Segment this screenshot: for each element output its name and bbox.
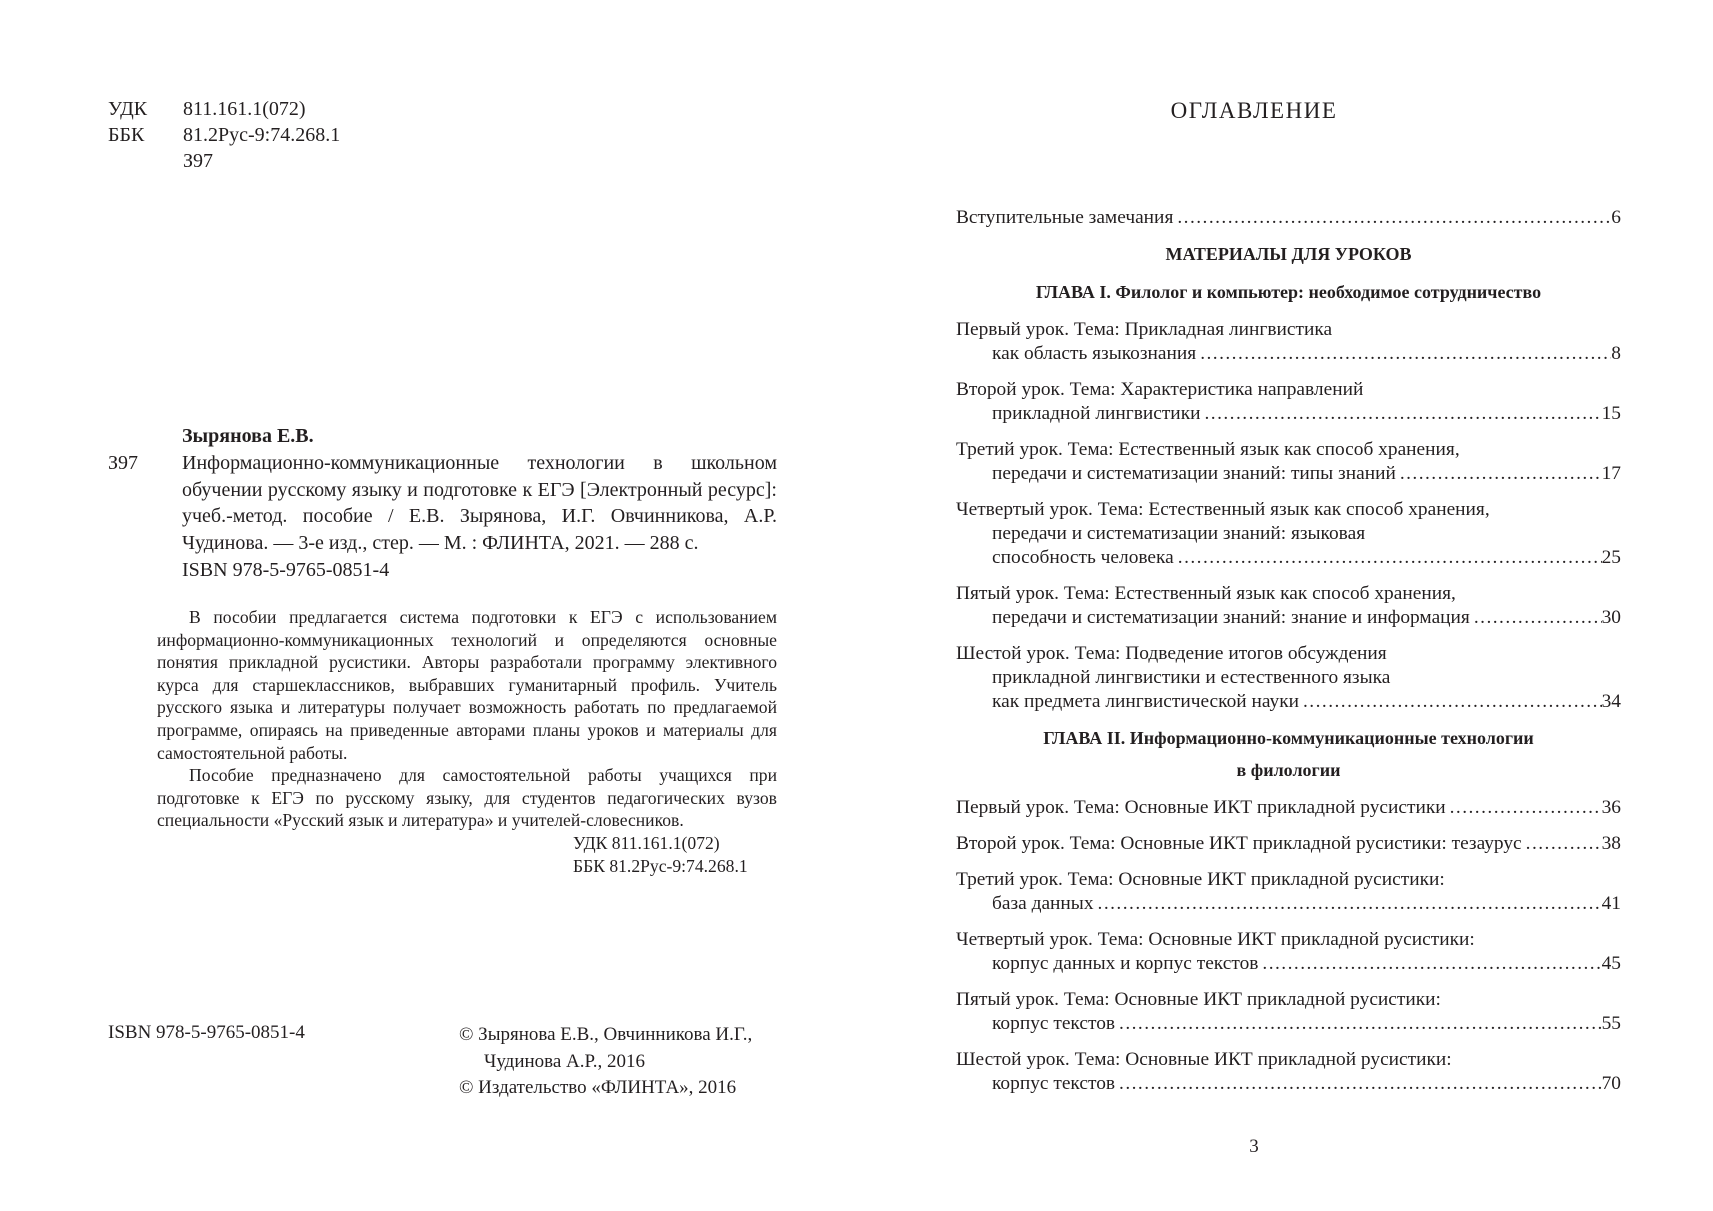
toc-lead xyxy=(956,462,1621,486)
toc-item-middle-line: передачи и систематизации знаний: языковая xyxy=(992,523,1366,544)
toc-lead xyxy=(956,546,1621,570)
toc-item-first-line: Четвертый урок. Тема: Естественный язык как способ хранения, xyxy=(956,499,1490,520)
toc-item-title: Вступительные замечания xyxy=(956,207,1174,228)
toc-lead xyxy=(956,342,1621,366)
toc-lead xyxy=(956,892,1621,916)
right-page xyxy=(856,0,1713,1211)
chapter-2-items xyxy=(956,796,1621,1096)
toc-lead xyxy=(956,206,1621,230)
toc-item-first-line: Пятый урок. Тема: Естественный язык как способ хранения, xyxy=(956,583,1456,604)
toc-item[interactable] xyxy=(956,498,1621,570)
toc-page-number: 8 xyxy=(1611,343,1621,364)
bbk-row xyxy=(108,122,340,148)
copyright-line-2: Чудинова А.Р., 2016 xyxy=(484,1050,645,1072)
leader-dots xyxy=(1178,546,1602,570)
leader-dots xyxy=(1400,462,1602,486)
leader-dots xyxy=(1119,1072,1602,1096)
toc-item-first-line: Второй урок. Тема: Характеристика направлений xyxy=(956,379,1364,400)
toc-page-number: 25 xyxy=(1601,547,1621,568)
classification-codes xyxy=(108,96,340,174)
toc-page-number: 15 xyxy=(1601,403,1621,424)
toc-lead xyxy=(956,1012,1621,1036)
toc-item-title: Первый урок. Тема: Основные ИКТ прикладной русистики xyxy=(956,797,1446,818)
leader-dots xyxy=(1450,796,1602,820)
toc-item[interactable] xyxy=(956,1048,1621,1096)
toc-page-number: 34 xyxy=(1601,691,1621,712)
leader-dots xyxy=(1200,342,1611,366)
annotation-paragraph-1: В пособии предлагается система подготовки к ЕГЭ с использованием информационно-коммуникационных технологий и определяются основные понятия прикладной русистики. Авторы разработали программу элективного курса для старшеклассников, выбравших гуманитарный профиль. Учитель русского языка и литературы получает возможность работать по предлагаемой программе, опираясь на приведенные авторами планы уроков и материалы для самостоятельной работы. xyxy=(157,607,777,763)
toc-item-first-line: Шестой урок. Тема: Основные ИКТ прикладной русистики: xyxy=(956,1049,1452,1070)
toc-item[interactable] xyxy=(956,832,1621,856)
toc-item-title: корпус текстов xyxy=(992,1013,1116,1034)
page-number: 3 xyxy=(1249,1136,1259,1157)
copyright-line-1: © Зырянова Е.В., Овчинникова И.Г., xyxy=(459,1024,753,1045)
chapter-2-heading-line-1: ГЛАВА II. Информационно-коммуникационные технологии xyxy=(1043,728,1534,748)
toc-lead xyxy=(956,952,1621,976)
chapter-2-heading-line-2: в филологии xyxy=(1236,760,1341,780)
udk-row xyxy=(108,96,340,122)
toc-item-first-line: Третий урок. Тема: Естественный язык как способ хранения, xyxy=(956,439,1460,460)
leader-dots xyxy=(1205,402,1602,426)
entry-text: Информационно-коммуникационные технологии в школьном обучении русскому языку и подготовке к ЕГЭ [Электронный ресурс]: учеб.-метод. пособие / Е.В. Зырянова, И.Г. Овчинникова, А.Р. Чудинова. — 3-е изд., стер. — М. : ФЛИНТА, 2021. — 288 с. xyxy=(182,452,777,554)
toc-item-title: корпус данных и корпус текстов xyxy=(992,953,1259,974)
toc-item[interactable] xyxy=(956,796,1621,820)
toc-item[interactable] xyxy=(956,868,1621,916)
annotation xyxy=(157,606,777,877)
toc-page-number: 70 xyxy=(1601,1073,1621,1094)
leader-dots xyxy=(1119,1012,1602,1036)
entry-code: З97 xyxy=(108,452,139,474)
author-name: Зырянова Е.В. xyxy=(182,425,314,447)
copyright-block xyxy=(459,1022,752,1102)
toc-item-title: способность человека xyxy=(992,547,1174,568)
udk-value: 811.161.1(072) xyxy=(183,98,306,120)
chapter-1-items xyxy=(956,318,1621,714)
leader-dots xyxy=(1177,206,1611,230)
toc-page-number: 6 xyxy=(1611,207,1621,228)
toc-item-first-line: Шестой урок. Тема: Подведение итогов обсуждения xyxy=(956,643,1387,664)
chapter-1-heading: ГЛАВА I. Филолог и компьютер: необходимое сотрудничество xyxy=(1035,282,1542,302)
toc-page-number: 45 xyxy=(1601,953,1621,974)
toc-lead xyxy=(956,690,1621,714)
bbk-value: 81.2Рус-9:74.268.1 xyxy=(183,124,341,146)
toc-item-title: корпус текстов xyxy=(992,1073,1116,1094)
author-mark-value: З97 xyxy=(183,150,214,172)
toc-page-number: 41 xyxy=(1601,893,1621,914)
toc-item-title: как область языкознания xyxy=(992,343,1197,364)
toc-lead xyxy=(956,796,1621,820)
author-mark-row xyxy=(108,148,340,174)
author-mark-label xyxy=(108,148,183,174)
toc-lead xyxy=(956,402,1621,426)
toc-item-title: как предмета лингвистической науки xyxy=(992,691,1300,712)
toc-page-number: 55 xyxy=(1601,1013,1621,1034)
toc-lead xyxy=(956,606,1621,630)
toc-item[interactable] xyxy=(956,988,1621,1036)
annotation-udk: УДК 811.161.1(072) xyxy=(573,832,720,853)
left-page xyxy=(0,0,856,1211)
leader-dots xyxy=(1098,892,1602,916)
leader-dots xyxy=(1526,832,1602,856)
section-heading: МАТЕРИАЛЫ ДЛЯ УРОКОВ xyxy=(1165,244,1412,264)
leader-dots xyxy=(1303,690,1602,714)
bottom-isbn: ISBN 978-5-9765-0851-4 xyxy=(108,1022,305,1043)
toc-page-number: 17 xyxy=(1601,463,1621,484)
toc-item-title: база данных xyxy=(992,893,1094,914)
leader-dots xyxy=(1474,606,1602,630)
toc-item-first-line: Четвертый урок. Тема: Основные ИКТ прикладной русистики: xyxy=(956,929,1475,950)
annotation-bbk: ББК 81.2Рус-9:74.268.1 xyxy=(573,855,748,876)
bibliographic-entry xyxy=(108,450,777,556)
toc-item-first-line: Пятый урок. Тема: Основные ИКТ прикладной русистики: xyxy=(956,989,1441,1010)
toc-item[interactable] xyxy=(956,928,1621,976)
toc-lead xyxy=(956,832,1621,856)
toc-item-intro[interactable] xyxy=(956,206,1621,230)
udk-label: УДК xyxy=(108,98,148,120)
toc-item-title: прикладной лингвистики xyxy=(992,403,1201,424)
toc-item[interactable] xyxy=(956,642,1621,714)
toc-item[interactable] xyxy=(956,582,1621,630)
toc-item-first-line: Первый урок. Тема: Прикладная лингвистика xyxy=(956,319,1333,340)
toc-page-number: 30 xyxy=(1601,607,1621,628)
toc-title: ОГЛАВЛЕНИЕ xyxy=(1170,98,1338,123)
toc-item-title: Второй урок. Тема: Основные ИКТ прикладной русистики: тезаурус xyxy=(956,833,1522,854)
bbk-label: ББК xyxy=(108,124,145,146)
toc-page-number: 36 xyxy=(1601,797,1621,818)
toc-lead xyxy=(956,1072,1621,1096)
table-of-contents xyxy=(956,206,1621,1108)
leader-dots xyxy=(1262,952,1601,976)
annotation-paragraph-2: Пособие предназначено для самостоятельной работы учащихся при подготовке к ЕГЭ по русскому языку, для студентов педагогических вузов специальности «Русский язык и литература» и учителей-словесников. xyxy=(157,765,777,831)
copyright-line-3: © Издательство «ФЛИНТА», 2016 xyxy=(459,1077,737,1098)
toc-item-first-line: Третий урок. Тема: Основные ИКТ прикладной русистики: xyxy=(956,869,1445,890)
toc-item-title: передачи и систематизации знаний: знание и информация xyxy=(992,607,1470,628)
isbn-main: ISBN 978-5-9765-0851-4 xyxy=(182,559,390,581)
toc-item[interactable] xyxy=(956,378,1621,426)
toc-item-title: передачи и систематизации знаний: типы знаний xyxy=(992,463,1396,484)
toc-page-number: 38 xyxy=(1601,833,1621,854)
toc-item-middle-line: прикладной лингвистики и естественного языка xyxy=(992,667,1391,688)
toc-item[interactable] xyxy=(956,318,1621,366)
toc-item[interactable] xyxy=(956,438,1621,486)
